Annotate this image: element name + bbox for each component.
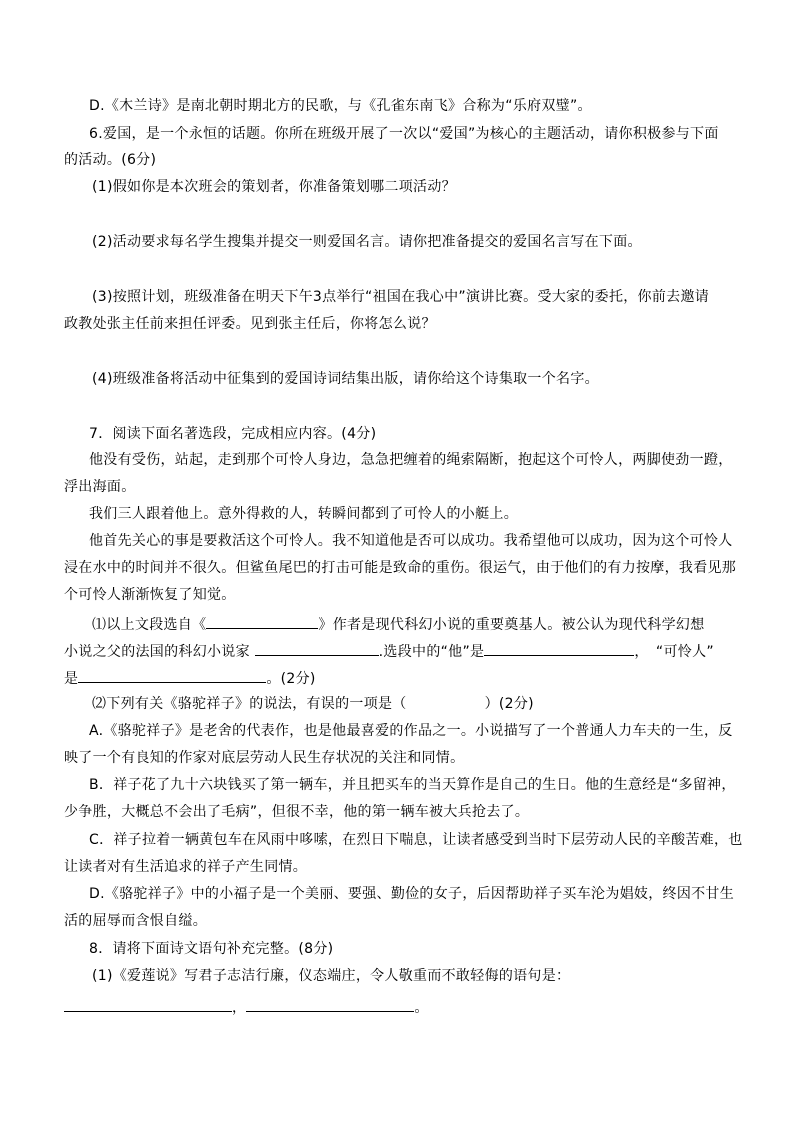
poem-line-blank-2[interactable] [246, 996, 414, 1012]
q5-option-d: D.《木兰诗》是南北朝时期北方的民歌，与《孔雀东南飞》合称为“乐府双璧”。 [89, 98, 592, 114]
q7-passage-p3-line1: 他首先关心的事是要救活这个可怜人。我不知道他是否可以成功。我希望他可以成功，因为这个可怜人 [89, 533, 733, 549]
q7-sub2-part-b: ）(2分) [484, 696, 534, 712]
q7-passage-p3-line2: 浸在水中的时间并不很久。但鲨鱼尾巴的打击可能是致命的重伤。很运气，由于他们的有力按摩，我看见那 [64, 560, 737, 576]
q6-sub3-line2: 政教处张主任前来担任评委。见到张主任后，你将怎么说？ [64, 316, 436, 332]
q6-sub4: (4)班级准备将活动中征集到的爱国诗词结集出版，请你给这个诗集取一个名字。 [92, 371, 599, 387]
q7-sub1-part-f: 是 [64, 671, 79, 687]
q6-sub3-line1: (3)按照计划，班级准备在明天下午3点举行“祖国在我心中”演讲比赛。受大家的委托，你前去邀请 [92, 289, 710, 305]
q7-option-c-line1: C．祥子拉着一辆黄包车在风雨中哆嗦，在烈日下喘息，让读者感受到当时下层劳动人民的辛酸苦难，也 [89, 832, 743, 848]
q7-sub1-part-e: ， “可怜人” [634, 644, 714, 660]
q8-stem: 8．请将下面诗文语句补充完整。(8分) [89, 941, 334, 957]
he-character-blank[interactable] [484, 640, 634, 656]
q7-option-c-line2: 让读者对有生活追求的祥子产生同情。 [64, 859, 308, 875]
q7-option-d-line2: 活的屈辱而含恨自缢。 [64, 913, 207, 929]
author-blank[interactable] [255, 640, 379, 656]
q7-option-a-line1: A.《骆驼祥子》是老舍的代表作，也是他最喜爱的作品之一。小说描写了一个普通人力车夫的一生，反 [89, 723, 733, 739]
q7-passage-p2: 我们三人跟着他上。意外得救的人，转瞬间都到了可怜人的小艇上。 [89, 506, 518, 522]
q7-sub2 [92, 694, 534, 714]
book-title-blank[interactable] [206, 613, 318, 629]
q7-option-b-line2: 少争胜，大概总不会出了毛病”，但很不幸，他的第一辆车被大兵抢去了。 [64, 804, 530, 820]
q6-sub1: (1)假如你是本次班会的策划者，你准备策划哪二项活动？ [92, 179, 456, 195]
q7-sub2-part-a: ⑵下列有关《骆驼祥子》的说法，有误的一项是（ [92, 696, 407, 712]
q7-stem: 7．阅读下面名著选段，完成相应内容。(4分) [89, 426, 377, 442]
q7-passage-p3-line3: 个可怜人渐渐恢复了知觉。 [64, 587, 236, 603]
q8-sub1: (1)《爱莲说》写君子志洁行廉，仪态端庄，令人敬重而不敢轻侮的语句是： [92, 968, 571, 984]
q7-sub1-part-c: 小说之父的法国的科幻小说家 [64, 644, 250, 660]
q7-sub1-part-a: ⑴以上文段选自《 [92, 617, 207, 633]
q7-sub1-part-d: .选段中的“他”是 [378, 644, 485, 660]
q7-sub1-part-b: 》作者是现代科幻小说的重要奠基人。被公认为现代科学幻想 [318, 617, 705, 633]
q6-sub2: (2)活动要求每名学生搜集并提交一则爱国名言。请你把准备提交的爱国名言写在下面。 [92, 234, 642, 250]
poem-line-blank-1[interactable] [64, 996, 232, 1012]
q7-option-d-line1: D.《骆驼祥子》中的小福子是一个美丽、要强、勤俭的女子，后因帮助祥子买车沦为娼妓，终因不甘生 [89, 886, 735, 902]
q7-sub1-line3 [64, 667, 316, 689]
q7-sub1-line2 [64, 640, 714, 662]
q7-sub1-line1 [92, 613, 705, 635]
q8-sub1-answer-line [64, 996, 429, 1018]
q7-passage-p1-line1: 他没有受伤，站起，走到那个可怜人身边，急急把缠着的绳索隔断，抱起这个可怜人，两脚使劲一蹬， [89, 452, 733, 468]
q7-option-a-line2: 映了一个有良知的作家对底层劳动人民生存状况的关注和同情。 [64, 750, 465, 766]
q8-separator: ， [232, 1000, 247, 1016]
q8-end: 。 [414, 1000, 429, 1016]
q7-passage-p1-line2: 浮出海面。 [64, 479, 136, 495]
q6-stem-line1: 6.爱国，是一个永恒的话题。你所在班级开展了一次以“爱国”为核心的主题活动，请你积极参与下面 [89, 126, 719, 142]
poor-man-blank[interactable] [78, 667, 266, 683]
q6-stem-line2: 的活动。(6分) [64, 152, 157, 168]
q7-sub1-part-g: 。(2分) [266, 671, 316, 687]
q7-option-b-line1: B．祥子花了九十六块钱买了第一辆车，并且把买车的当天算作是自己的生日。他的生意经是“多留神， [89, 777, 736, 793]
